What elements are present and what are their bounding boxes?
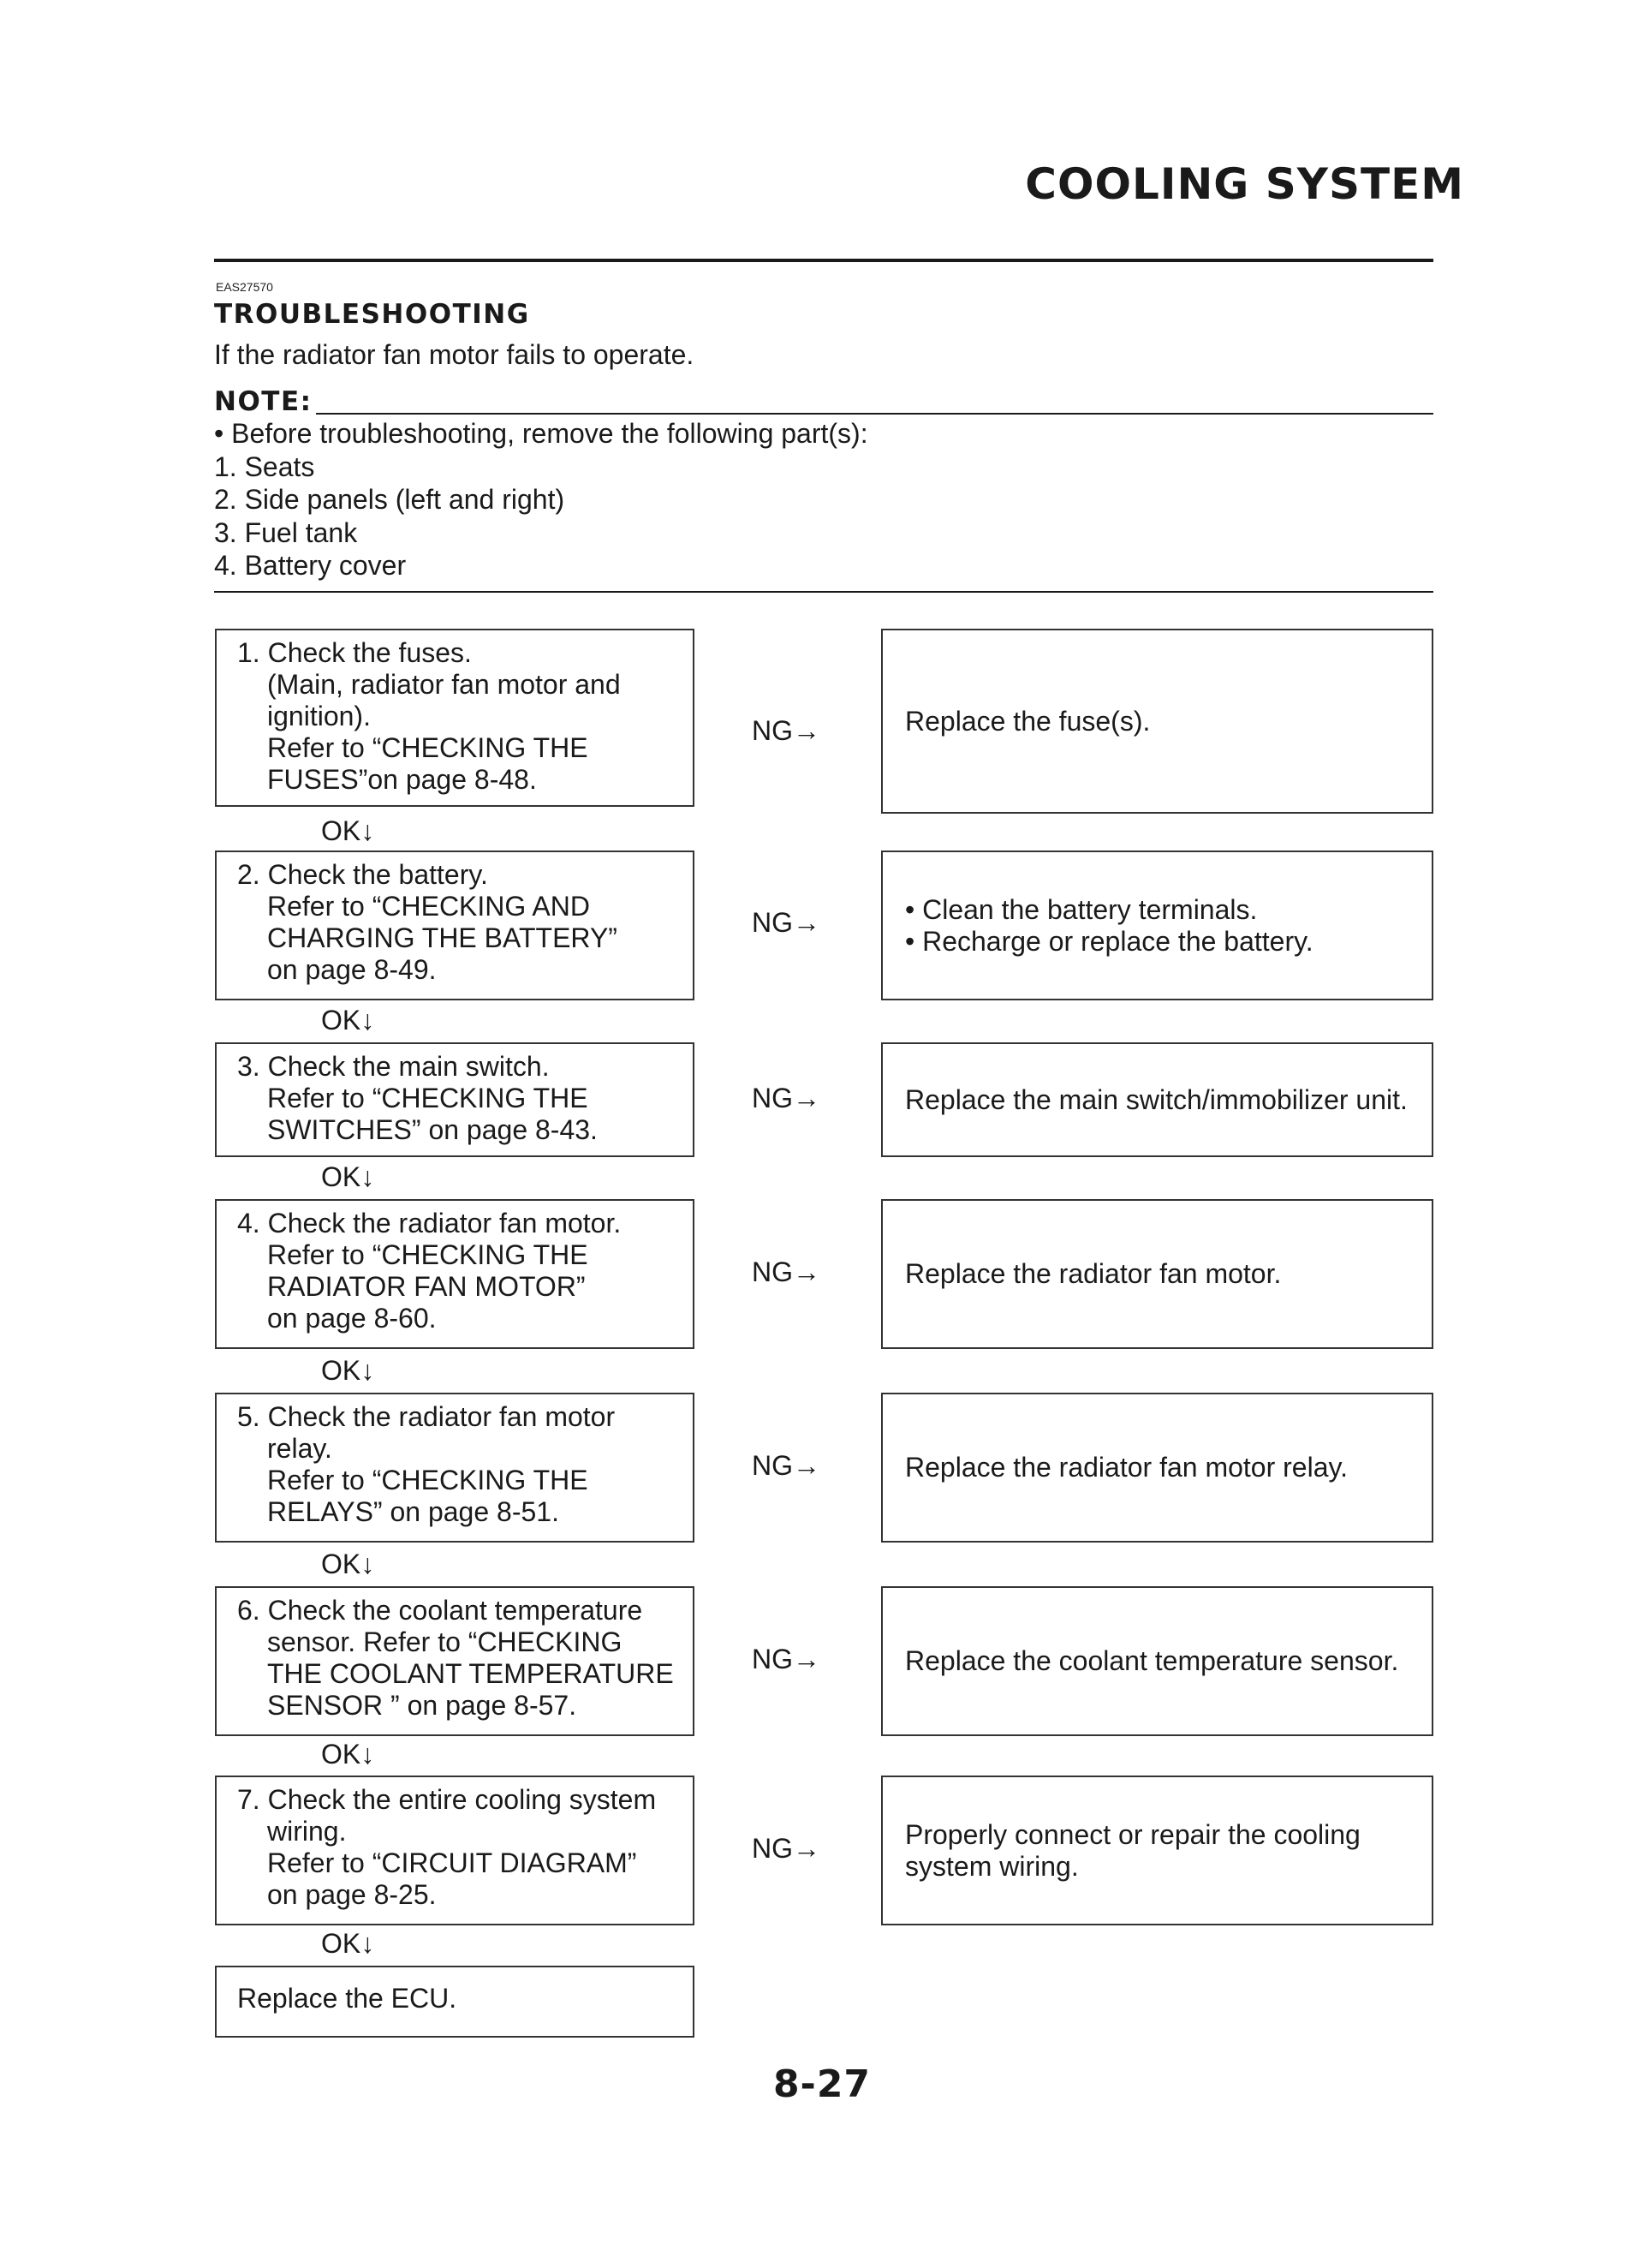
- ng-arrow-4: NG→: [752, 1256, 820, 1287]
- result-box-5: [881, 1393, 1433, 1543]
- result-box-6: [881, 1586, 1433, 1736]
- note-line: 1. Seats: [214, 451, 315, 482]
- flow-step-6: [215, 1586, 694, 1736]
- step-line: RADIATOR FAN MOTOR”: [267, 1271, 586, 1302]
- ng-arrow-7: NG→: [752, 1833, 820, 1864]
- step-line: wiring.: [267, 1816, 347, 1847]
- result-line: • Clean the battery terminals.: [905, 893, 1258, 925]
- result-box-4: [881, 1199, 1433, 1349]
- result-line: Replace the main switch/immobilizer unit.: [905, 1083, 1408, 1115]
- result-box-3: [881, 1042, 1433, 1157]
- result-line: • Recharge or replace the battery.: [905, 925, 1313, 957]
- intro-text: If the radiator fan motor fails to operate.: [214, 339, 694, 370]
- flow-step-5: [215, 1393, 694, 1543]
- ng-arrow-1: NG→: [752, 715, 820, 746]
- ng-arrow-3: NG→: [752, 1083, 820, 1113]
- ng-arrow-5: NG→: [752, 1450, 820, 1481]
- ng-arrow-6: NG→: [752, 1644, 820, 1674]
- note-label: NOTE:: [214, 386, 316, 417]
- ok-arrow-6: OK↓: [321, 1739, 375, 1770]
- step-line: on page 8-60.: [267, 1303, 437, 1334]
- step-line: Refer to “CHECKING THE: [267, 1465, 588, 1495]
- step-line: Refer to “CHECKING THE: [267, 1083, 588, 1113]
- step-line: SWITCHES” on page 8-43.: [267, 1114, 598, 1145]
- step-line: ignition).: [267, 701, 371, 731]
- chapter-title: COOLING SYSTEM: [1025, 159, 1464, 209]
- step-line: 6. Check the coolant temperature: [237, 1595, 643, 1626]
- page-number: 8-27: [772, 2062, 872, 2106]
- step-line: RELAYS” on page 8-51.: [267, 1496, 559, 1527]
- step-line: Refer to “CHECKING AND: [267, 891, 590, 922]
- step-line: 2. Check the battery.: [237, 859, 488, 890]
- ok-arrow-3: OK↓: [321, 1161, 375, 1192]
- ok-arrow-4: OK↓: [321, 1355, 375, 1386]
- note-bottom-rule: [214, 591, 1433, 593]
- step-line: on page 8-49.: [267, 954, 437, 985]
- note-line: 2. Side panels (left and right): [214, 484, 565, 515]
- step-line: Refer to “CIRCUIT DIAGRAM”: [267, 1847, 637, 1878]
- step-line: 4. Check the radiator fan motor.: [237, 1208, 622, 1238]
- flow-step-3: [215, 1042, 694, 1157]
- result-box-1: [881, 629, 1433, 814]
- step-line: 1. Check the fuses.: [237, 637, 472, 668]
- step-line: 5. Check the radiator fan motor: [237, 1401, 616, 1432]
- flow-step-1: [215, 629, 694, 807]
- result-line: Properly connect or repair the cooling: [905, 1818, 1361, 1850]
- ok-arrow-7: OK↓: [321, 1928, 375, 1959]
- note-body: [214, 417, 868, 582]
- note-line: 4. Battery cover: [214, 550, 407, 581]
- ok-arrow-2: OK↓: [321, 1005, 375, 1036]
- step-line: 3. Check the main switch.: [237, 1051, 550, 1082]
- step-line: CHARGING THE BATTERY”: [267, 922, 617, 953]
- result-line: Replace the radiator fan motor.: [905, 1258, 1282, 1289]
- flow-final-step: [215, 1966, 694, 2038]
- result-box-7: [881, 1776, 1433, 1925]
- step-line: SENSOR ” on page 8-57.: [267, 1690, 577, 1721]
- ng-arrow-2: NG→: [752, 907, 820, 938]
- step-line: on page 8-25.: [267, 1879, 437, 1910]
- step-line: THE COOLANT TEMPERATURE: [267, 1658, 674, 1689]
- step-line: Refer to “CHECKING THE: [267, 1239, 588, 1270]
- result-line: Replace the fuse(s).: [905, 705, 1151, 737]
- flow-step-7: [215, 1776, 694, 1925]
- ok-arrow-5: OK↓: [321, 1549, 375, 1579]
- result-box-2: [881, 850, 1433, 1000]
- step-line: sensor. Refer to “CHECKING: [267, 1626, 622, 1657]
- flow-step-4: [215, 1199, 694, 1349]
- step-line: relay.: [267, 1433, 332, 1464]
- section-title: TROUBLESHOOTING: [214, 299, 530, 330]
- ok-arrow-1: OK↓: [321, 815, 375, 846]
- result-line: system wiring.: [905, 1850, 1079, 1882]
- step-line: 7. Check the entire cooling system: [237, 1784, 657, 1815]
- note-line: • Before troubleshooting, remove the following part(s):: [214, 418, 868, 449]
- section-code: EAS27570: [216, 280, 273, 294]
- result-line: Replace the coolant temperature sensor.: [905, 1645, 1399, 1676]
- result-line: Replace the radiator fan motor relay.: [905, 1452, 1348, 1483]
- final-step-text: Replace the ECU.: [237, 1983, 457, 2014]
- note-line: 3. Fuel tank: [214, 516, 358, 548]
- step-line: Refer to “CHECKING THE: [267, 732, 588, 763]
- header-rule: [214, 259, 1433, 262]
- flow-step-2: [215, 850, 694, 1000]
- step-line: (Main, radiator fan motor and: [267, 669, 621, 700]
- note-top-rule: [214, 413, 1433, 415]
- step-line: FUSES”on page 8-48.: [267, 764, 537, 795]
